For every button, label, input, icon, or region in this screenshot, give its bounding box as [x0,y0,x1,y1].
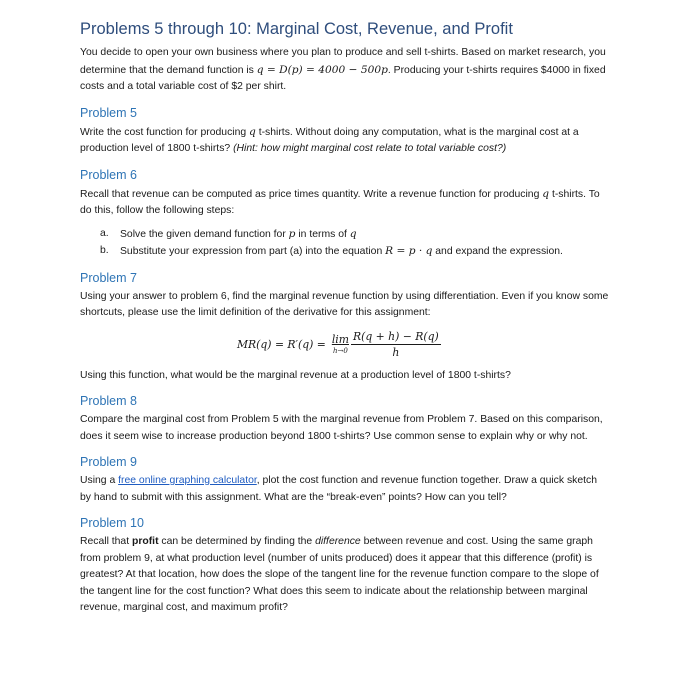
problem-6-steps [80,226,610,261]
problem-9-heading: Problem 9 [80,455,137,469]
problem-9-text [80,473,610,506]
problem-7-text: Using your answer to problem 6, find the marginal revenue function by using differentiation. Even if you know some shortcuts, please use the limit definition of the derivative for this assignment: [80,290,609,318]
p5-hint: (Hint: how might marginal cost relate to total variable cost?) [233,143,507,154]
problem-7-question: Using this function, what would be the marginal revenue at a production level of 1800 t-shirts? [80,369,511,381]
difference-term: difference [315,536,361,547]
demand-equation: q = D(p) = 4000 − 500p [256,63,388,76]
p9-text-2: , plot the cost function and revenue function together. Draw a quick sketch by hand to submit with this assignment. What are the “break-even” points? How can you tell? [80,475,597,503]
step-a [100,226,610,244]
step-b-revenue-equation: R = p · q [385,245,433,257]
step-marker: a. [100,227,109,239]
document-page [80,18,610,617]
profit-term: profit [131,536,159,547]
p10-text-1: Recall that [80,536,132,547]
step-a-text-1: Solve the given demand function for [120,228,289,240]
problem-5-heading: Problem 5 [80,105,137,120]
problem-10-text [80,534,610,617]
p6-text-2: t-shirts. To do this, follow the following steps: [80,188,600,216]
p5-text-2: t-shirts. Without doing any computation, what is the marginal cost at a production level of 1800 t-shirts? [80,126,579,154]
title-lead: Problems 5 through 10 [80,20,247,38]
formula-lhs: MR(q) = R′(q) = [237,338,326,351]
problem-6-heading: Problem 6 [80,167,137,182]
step-a-math-q: q [349,227,357,240]
p5-text-1: Write the cost function for producing [80,126,250,138]
limit-definition-formula [237,330,610,360]
p6-math-q: q [542,187,550,200]
step-a-text-2: in terms of [295,228,350,240]
fraction-numerator: R(q + h) − R(q) [352,329,439,343]
page-title [80,18,610,40]
step-a-math-p: p [288,227,296,240]
problem-6-text [80,186,610,220]
limit-operator [332,334,349,355]
title-rest: : Marginal Cost, Revenue, and Profit [246,20,513,38]
limit-word: lim [331,333,349,346]
p10-text-2: can be determined by finding the [158,536,316,547]
problem-8-heading: Problem 8 [80,394,137,408]
step-b [100,243,610,261]
step-b-text-2: and expand the expression. [432,246,563,257]
p5-math-q: q [249,125,256,138]
problem-8-text: Compare the marginal cost from Problem 5 with the marginal revenue from Problem 7. Based on this comparison, does it seem wise to increase production beyond 1800 t-shirts? Use common sense to explain why or why not. [80,414,603,442]
difference-quotient [351,330,441,360]
p10-text-3: between revenue and cost. Using the same graph from problem 9, at what production level (number of units produced) does it appear that this difference (profit) is greatest? At that location, how does the slope of the tangent line for the revenue function compare to the slope of the tangent line for the cost function? What does this seem to indicate about the relationship between marginal revenue, marginal cost, and maximum profit? [80,536,599,613]
intro-text-1: You decide to open your own business where you plan to produce and sell t-shirts. Based on market research, you determine that the demand function is [80,47,606,76]
p9-text-1: Using a [80,475,119,486]
step-b-text-1: Substitute your expression from part (a) into the equation [120,246,386,257]
intro-paragraph [80,45,610,96]
intro-text-2: . Producing your t-shirts requires $4000 in fixed costs and a total variable cost of $2 per shirt. [80,64,606,92]
problem-7-heading: Problem 7 [80,270,137,285]
step-marker: b. [100,245,109,256]
problem-5-text [80,124,610,158]
p6-text-1: Recall that revenue can be computed as price times quantity. Write a revenue function for producing [80,188,543,200]
fraction-denominator: h [392,345,400,359]
problem-10-heading: Problem 10 [80,516,144,530]
limit-subscript: h→0 [332,347,348,355]
graphing-calculator-link[interactable]: free online graphing calculator [118,475,257,486]
